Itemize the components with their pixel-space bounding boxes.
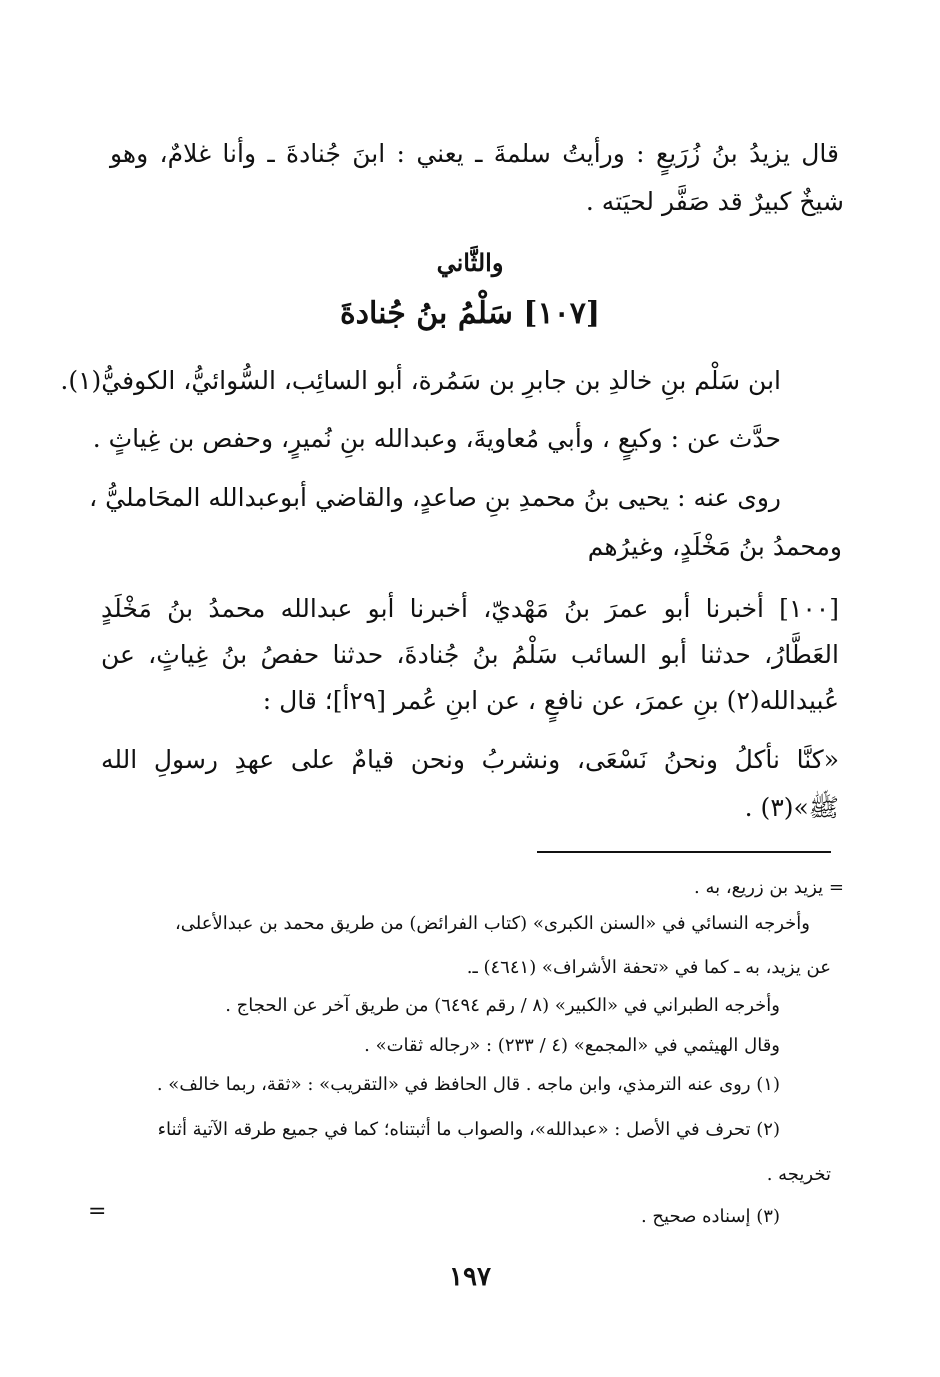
entry-narrated-by-cont: ومحمدُ بنُ مَخْلَدٍ، وغيرُهم	[587, 532, 842, 561]
hadith-line-4: «كنَّا نأكلُ ونحنُ نَسْعَى، ونشربُ ونحن قيامٌ على عهدِ رسولِ الله	[101, 745, 839, 774]
footnote-nasai: وأخرجه النسائي في «السنن الكبرى» (كتاب الفرائض) من طريق محمد بن عبدالأعلى،	[174, 913, 810, 934]
footnote-3: (٣) إسناده صحيح .	[640, 1206, 780, 1227]
entry-narrated-from: حدَّث عن : وكيعٍ ، وأبي مُعاويةَ، وعبدالله بنِ نُميرٍ، وحفص بن غِياثٍ .	[92, 424, 781, 453]
footnote-tabarani: وأخرجه الطبراني في «الكبير» (٨ / رقم ٦٤٩٤) من طريق آخر عن الحجاج .	[225, 995, 780, 1016]
entry-title: [١٠٧] سَلْمُ بنُ جُنادةَ	[339, 296, 601, 331]
continuation-mark: =	[88, 1199, 107, 1224]
intro-line-1: قال يزيدُ بنُ زُرَيعٍ : ورأيتُ سلمةَ ـ يعني : ابنَ جُنادةَ ـ وأنا غلامٌ، وهو	[110, 139, 839, 168]
page-number: ١٩٧	[449, 1262, 491, 1292]
entry-lineage: ابن سَلْم بنِ خالدِ بن جابرِ بن سَمُرة، أبو السائِب، السُّوائيُّ، الكوفيُّ(١).	[60, 366, 781, 395]
footnote-separator	[537, 851, 831, 853]
footnote-2: (٢) تحرف في الأصل : «عبدالله»، والصواب ما أثبتناه؛ كما في جميع طرقه الآتية أثناء	[157, 1119, 780, 1140]
footnote-nasai-cont: عن يزيد، به ـ كما في «تحفة الأشراف» (٤٦٤١) ـ.	[466, 957, 831, 978]
entry-narrated-by: روى عنه : يحيى بنُ محمدِ بنِ صاعدٍ، والقاضي أبوعبدالله المحَامليُّ ،	[89, 483, 781, 512]
footnote-haythami: وقال الهيثمي في «المجمع» (٤ / ٢٣٣) : «رجاله ثقات» .	[364, 1035, 780, 1056]
hadith-line-5: ﷺ»(٣) .	[744, 793, 839, 822]
hadith-line-3: عُبيدالله(٢) بنِ عمرَ، عن نافعٍ ، عن ابنِ عُمر [٢٩أ]؛ قال :	[262, 686, 839, 715]
intro-line-2: شيخٌ كبيرٌ قد صَفَّر لحيَته .	[585, 187, 844, 216]
footnote-2-cont: تخريجه .	[766, 1164, 831, 1185]
footnote-1: (١) روى عنه الترمذي، وابن ماجه . قال الحافظ في «التقريب» : «ثقة، ربما خالف» .	[156, 1074, 780, 1095]
hadith-line-2: العَطَّارُ، حدثنا أبو السائب سَلْمُ بنُ جُنادةَ، حدثنا حفصُ بنُ غِياثٍ، عن	[101, 640, 839, 669]
footnote-continuation: = يزيد بن زريع، به .	[694, 877, 844, 898]
section-label: والثَّاني	[436, 248, 504, 277]
hadith-line-1: [١٠٠] أخبرنا أبو عمرَ بنُ مَهْديّ، أخبرنا أبو عبدالله محمدُ بنُ مَخْلَدٍ	[101, 594, 839, 623]
